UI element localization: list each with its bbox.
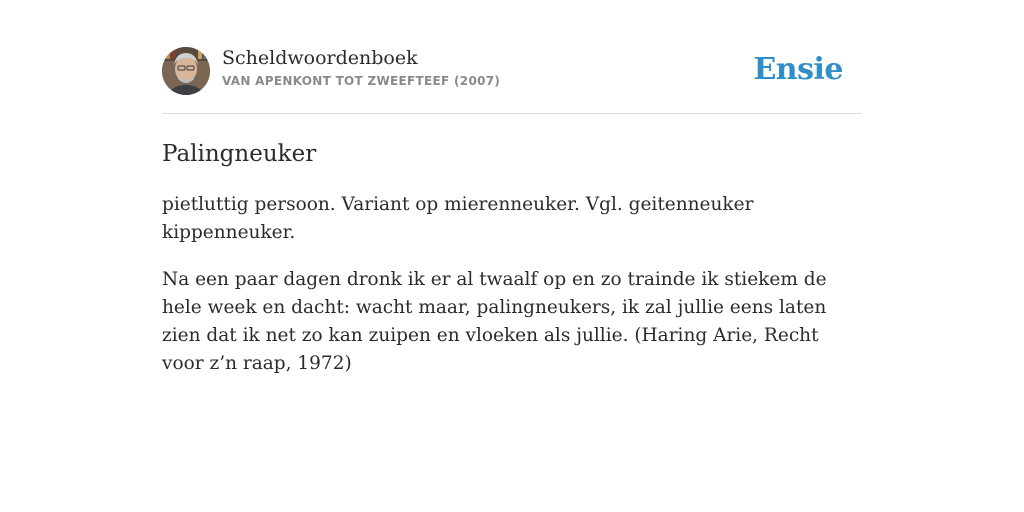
author-portrait-icon xyxy=(162,47,210,95)
brand-logo[interactable]: Ensie xyxy=(753,52,843,87)
entry-term: Palingneuker xyxy=(162,141,317,167)
source-info xyxy=(222,45,500,89)
source-subtitle: VAN APENKONT TOT ZWEEFTEEF (2007) xyxy=(222,74,501,88)
entry-example-quote: Na een paar dagen dronk ik er al twaalf op en zo trainde ik stiekem de hele week en dacht: wacht maar, palingneukers, ik zal jullie eens laten zien dat ik net zo kan zuipen en vloeken als jullie. (Haring Arie, Recht voor z’n raap, 1972) xyxy=(162,269,827,374)
source-title[interactable]: Scheldwoordenboek xyxy=(222,47,418,69)
entry-definition: pietluttig persoon. Variant op mierenneuker. Vgl. geitenneuker kippenneuker. xyxy=(162,194,754,243)
entry-card xyxy=(162,40,862,378)
avatar[interactable] xyxy=(162,47,210,95)
entry-header xyxy=(162,40,862,114)
